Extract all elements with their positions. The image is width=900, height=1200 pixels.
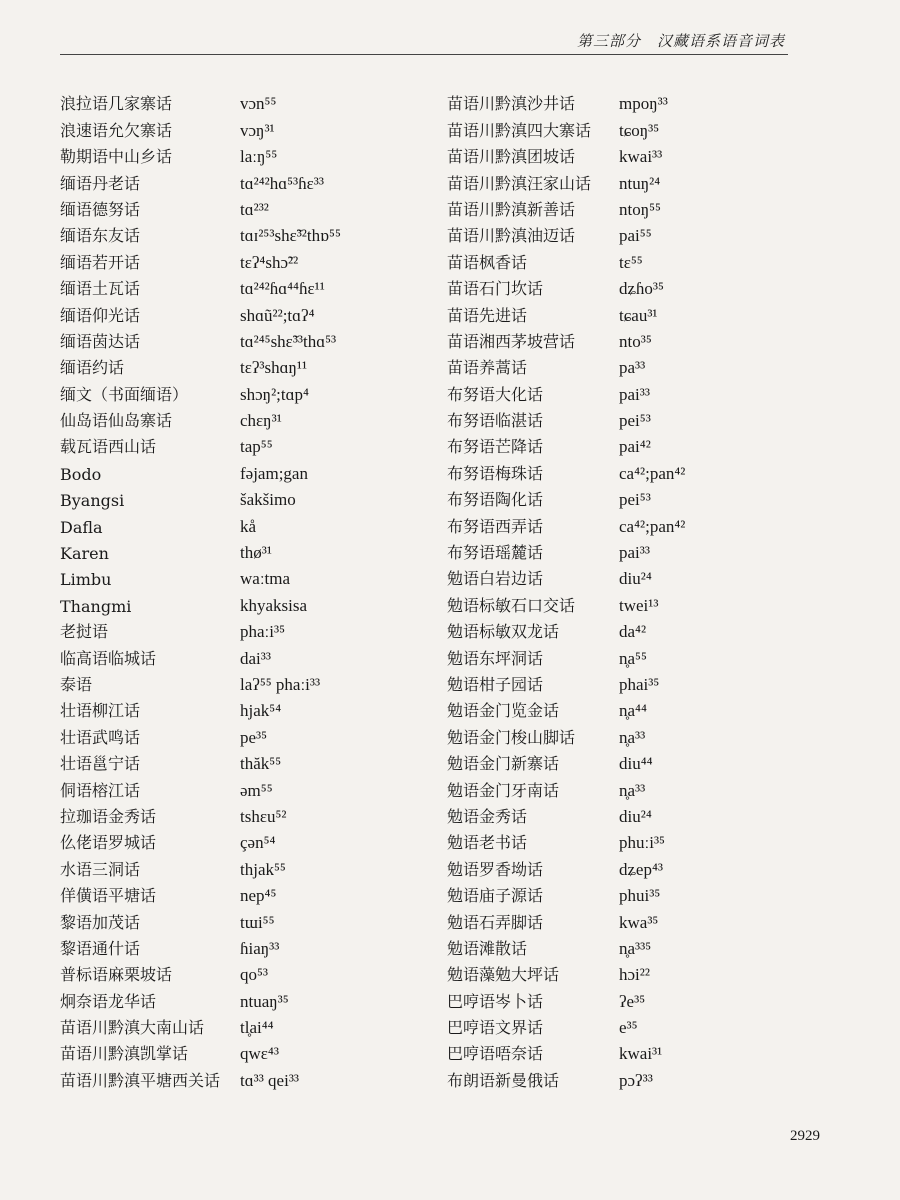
entry-row [60, 880, 341, 906]
dialect-name: 布努语西弄话 [447, 516, 544, 536]
phonetic-form: ntoŋ⁵⁵ [619, 199, 661, 219]
entry-row [447, 378, 685, 404]
dialect-name: 巴哼语文界话 [447, 1018, 544, 1038]
entry-row [447, 273, 685, 299]
running-header: 第三部分 汉藏语系语音词表 [576, 32, 785, 50]
phonetic-form: pai³³ [619, 543, 650, 563]
dialect-name: 勉语金秀话 [447, 806, 528, 826]
entry-row [447, 1064, 685, 1090]
entry-row [60, 114, 341, 140]
dialect-name: 勉语白岩边话 [447, 569, 544, 589]
entry-row [60, 299, 341, 325]
entry-row [447, 141, 685, 167]
dialect-name: 泰语 [60, 674, 93, 694]
dialect-name: 勉语罗香坳话 [447, 859, 544, 879]
entry-row [447, 563, 685, 589]
dialect-name: 苗语先进话 [447, 305, 528, 325]
phonetic-form: thăk⁵⁵ [240, 754, 282, 774]
dialect-name: 苗语枫香话 [447, 252, 528, 272]
entry-row [60, 642, 341, 668]
phonetic-form: tɛ⁵⁵ [619, 252, 643, 272]
entry-row [447, 748, 685, 774]
dialect-name: 浪速语允欠寨话 [60, 120, 173, 140]
entry-row [447, 246, 685, 272]
entry-row [60, 695, 341, 721]
dialect-name: 仫佬语罗城话 [60, 833, 157, 853]
phonetic-form: phai³⁵ [619, 674, 660, 694]
phonetic-form: laːŋ⁵⁵ [240, 147, 278, 167]
phonetic-form: qwɛ⁴³ [240, 1044, 279, 1064]
dialect-name: 巴哼语岑卜话 [447, 991, 544, 1011]
phonetic-form: phui³⁵ [619, 886, 661, 906]
dialect-name: 佯僙语平塘话 [60, 886, 157, 906]
dialect-name: 缅语茵达话 [60, 331, 141, 351]
dialect-name: 浪拉语几家寨话 [60, 94, 173, 114]
dialect-name: 临高语临城话 [60, 648, 157, 668]
phonetic-form: n̥a³³ [619, 727, 646, 747]
entry-row [447, 589, 685, 615]
dialect-name: 苗语川黔滇四大寨话 [447, 120, 592, 140]
phonetic-form: tɕoŋ³⁵ [619, 120, 660, 140]
dialect-name: 苗语川黔滇大南山话 [60, 1018, 205, 1038]
dialect-name: Karen [60, 544, 109, 564]
entry-row [447, 220, 685, 246]
entry-row [447, 959, 685, 985]
entry-row [60, 194, 341, 220]
phonetic-form: waːtma [240, 569, 291, 589]
phonetic-form: ɦiaŋ³³ [240, 938, 280, 958]
dialect-name: 勉语石弄脚话 [447, 912, 544, 932]
dialect-name: 苗语养蒿话 [447, 358, 528, 378]
phonetic-form: šakšimo [240, 490, 296, 510]
entry-row [60, 352, 341, 378]
phonetic-form: kwai³³ [619, 147, 663, 167]
entry-row [60, 88, 341, 114]
dialect-name: 布努语芒降话 [447, 437, 544, 457]
phonetic-form: kwai³¹ [619, 1044, 663, 1064]
entry-row [447, 774, 685, 800]
dialect-name: 普标语麻栗坡话 [60, 965, 173, 985]
entry-row [447, 880, 685, 906]
dialect-name: 苗语川黔滇沙井话 [447, 94, 576, 114]
page-number: 2929 [790, 1128, 820, 1144]
entry-row [447, 114, 685, 140]
phonetic-form: fəjam;gan [240, 463, 308, 483]
entry-row [60, 589, 341, 615]
dialect-name: 苗语川黔滇新善话 [447, 199, 576, 219]
entry-row [60, 1012, 341, 1038]
dialect-name: 缅语若开话 [60, 252, 141, 272]
entry-row [60, 721, 341, 747]
entry-row [447, 906, 685, 932]
entry-row [60, 906, 341, 932]
dialect-name: 仙岛语仙岛寨话 [60, 411, 173, 431]
dialect-name: 勉语老书话 [447, 833, 528, 853]
entry-row [60, 167, 341, 193]
dialect-name: 缅文（书面缅语） [60, 384, 189, 404]
entry-row [447, 537, 685, 563]
dialect-name: 侗语榕江话 [60, 780, 141, 800]
phonetic-form: ʔe³⁵ [619, 991, 646, 1011]
entry-row [447, 510, 685, 536]
phonetic-form: pai³³ [619, 384, 650, 404]
entry-row [447, 405, 685, 431]
dialect-name: 布努语梅珠话 [447, 463, 544, 483]
dialect-name: Thangmi [60, 596, 132, 616]
entry-row [60, 326, 341, 352]
header-rule [60, 54, 788, 55]
dialect-name: 缅语约话 [60, 358, 125, 378]
entry-row [60, 1038, 341, 1064]
entry-row [447, 457, 685, 483]
dialect-name: 壮语邕宁话 [60, 754, 141, 774]
dialect-name: 勉语标敏石口交话 [447, 595, 576, 615]
entry-row [447, 616, 685, 642]
dialect-name: 炯奈语龙华话 [60, 991, 157, 1011]
entry-row [60, 141, 341, 167]
phonetic-form: kå [240, 516, 257, 536]
dialect-name: 勉语金门新寨话 [447, 754, 560, 774]
dialect-name: 缅语土瓦话 [60, 279, 141, 299]
entry-row [60, 537, 341, 563]
entry-row [447, 352, 685, 378]
entry-row [447, 431, 685, 457]
phonetic-form: tɛʔ⁴shɔ̃²² [240, 252, 299, 272]
entry-row [60, 457, 341, 483]
phonetic-form: tɑɪ²⁵³shɛ̃³²thɒ⁵⁵ [240, 226, 341, 246]
entry-row [60, 616, 341, 642]
phonetic-form: khyaksisa [240, 595, 308, 615]
phonetic-form: dʑep⁴³ [619, 859, 663, 879]
phonetic-form: nep⁴⁵ [240, 886, 277, 906]
entry-row [447, 326, 685, 352]
phonetic-form: diu²⁴ [619, 569, 652, 589]
entry-row [447, 1038, 685, 1064]
phonetic-form: ca⁴²;pan⁴² [619, 463, 686, 483]
dialect-name: 黎语通什话 [60, 938, 141, 958]
dialect-name: 布努语大化话 [447, 384, 544, 404]
entry-row [447, 801, 685, 827]
dialect-name: 壮语柳江话 [60, 701, 141, 721]
entry-row [447, 669, 685, 695]
phonetic-form: pai⁵⁵ [619, 226, 652, 246]
entry-row [447, 88, 685, 114]
dialect-name: 勉语庙子源话 [447, 886, 544, 906]
entry-row [60, 563, 341, 589]
dialect-name: 布努语陶化话 [447, 490, 544, 510]
dialect-name: 布努语临湛话 [447, 411, 544, 431]
phonetic-form: hjak⁵⁴ [240, 701, 282, 721]
phonetic-form: n̥a⁴⁴ [619, 701, 647, 721]
entry-row [60, 1064, 341, 1090]
dialect-name: Limbu [60, 570, 112, 590]
phonetic-form: n̥a³³⁵ [619, 938, 652, 958]
dialect-name: Dafla [60, 517, 103, 537]
phonetic-form: diu⁴⁴ [619, 754, 653, 774]
entry-row [447, 299, 685, 325]
dialect-name: 布努语瑶麓话 [447, 543, 544, 563]
phonetic-form: çən⁵⁴ [240, 833, 276, 853]
phonetic-form: əm⁵⁵ [240, 780, 273, 800]
phonetic-form: thø³¹ [240, 543, 272, 563]
dialect-name: 勉语标敏双龙话 [447, 622, 560, 642]
entry-row [447, 933, 685, 959]
phonetic-form: dai³³ [240, 648, 271, 668]
dialect-name: 巴哼语唔奈话 [447, 1044, 544, 1064]
left-column [60, 88, 341, 1091]
entry-row [447, 642, 685, 668]
dialect-name: 缅语东友话 [60, 226, 141, 246]
entry-row [60, 669, 341, 695]
dialect-name: 布朗语新曼俄话 [447, 1070, 560, 1090]
phonetic-form: shɔŋ²;tɑp⁴ [240, 384, 309, 404]
phonetic-form: tɑ²⁴²hɑ⁵³ɦɛ³³ [240, 173, 324, 193]
phonetic-form: chɛŋ³¹ [240, 411, 282, 431]
dialect-name: 水语三洞话 [60, 859, 141, 879]
entry-row [60, 853, 341, 879]
phonetic-form: diu²⁴ [619, 806, 652, 826]
phonetic-form: thjak⁵⁵ [240, 859, 286, 879]
phonetic-form: phaːi³⁵ [240, 622, 286, 642]
entry-row [60, 246, 341, 272]
dialect-name: 苗语川黔滇凯掌话 [60, 1044, 189, 1064]
phonetic-form: da⁴² [619, 622, 647, 642]
phonetic-form: pa³³ [619, 358, 646, 378]
dialect-name: Byangsi [60, 491, 125, 511]
dialect-name: 勉语金门牙南话 [447, 780, 560, 800]
dialect-name: 苗语石门坎话 [447, 279, 544, 299]
entry-row [447, 853, 685, 879]
dialect-name: 勒期语中山乡话 [60, 147, 173, 167]
phonetic-form: tɯi⁵⁵ [240, 912, 275, 932]
phonetic-form: tap⁵⁵ [240, 437, 273, 457]
phonetic-form: ntuaŋ³⁵ [240, 991, 289, 1011]
dialect-name: 苗语湘西茅坡营话 [447, 331, 576, 351]
phonetic-form: pe³⁵ [240, 727, 268, 747]
entry-row [60, 748, 341, 774]
dialect-name: 勉语金门梭山脚话 [447, 727, 576, 747]
entry-row [447, 721, 685, 747]
entry-row [60, 827, 341, 853]
dialect-name: 苗语川黔滇油迈话 [447, 226, 576, 246]
phonetic-form: tshɛu⁵² [240, 806, 287, 826]
dialect-name: 勉语藻勉大坪话 [447, 965, 560, 985]
dialect-name: 拉珈语金秀话 [60, 806, 157, 826]
dialect-name: 黎语加茂话 [60, 912, 141, 932]
dialect-name: 勉语柑子园话 [447, 674, 544, 694]
right-column [447, 88, 685, 1091]
phonetic-form: pei⁵³ [619, 411, 651, 431]
phonetic-form: tl̥ai⁴⁴ [240, 1018, 274, 1038]
dialect-name: 苗语川黔滇团坡话 [447, 147, 576, 167]
entry-row [447, 194, 685, 220]
phonetic-form: tɑ²³² [240, 199, 269, 219]
dialect-name: 苗语川黔滇汪家山话 [447, 173, 592, 193]
phonetic-form: tɕau³¹ [619, 305, 658, 325]
dialect-name: 缅语仰光话 [60, 305, 141, 325]
phonetic-form: n̥a⁵⁵ [619, 648, 647, 668]
entry-row [60, 431, 341, 457]
entry-row [60, 378, 341, 404]
phonetic-form: pai⁴² [619, 437, 651, 457]
entry-row [447, 695, 685, 721]
phonetic-form: vɔŋ³¹ [240, 120, 275, 140]
entry-row [60, 484, 341, 510]
entry-row [60, 933, 341, 959]
phonetic-form: ntuŋ²⁴ [619, 173, 661, 193]
phonetic-form: tɑ³³ qei³³ [240, 1070, 300, 1090]
entry-row [447, 1012, 685, 1038]
phonetic-form: shɑũ²²;tɑʔ⁴ [240, 305, 315, 325]
phonetic-form: vɔn⁵⁵ [240, 94, 277, 114]
dialect-name: 缅语丹老话 [60, 173, 141, 193]
phonetic-form: pei⁵³ [619, 490, 651, 510]
phonetic-form: e³⁵ [619, 1018, 638, 1038]
dialect-name: 载瓦语西山话 [60, 437, 157, 457]
entry-row [447, 484, 685, 510]
entry-row [447, 985, 685, 1011]
phonetic-form: nto³⁵ [619, 331, 652, 351]
dialect-name: 缅语德努话 [60, 199, 141, 219]
phonetic-form: laʔ⁵⁵ phaːi³³ [240, 674, 321, 694]
phonetic-form: pɔʔ³³ [619, 1070, 653, 1090]
entry-row [60, 959, 341, 985]
entry-row [60, 273, 341, 299]
entry-row [60, 405, 341, 431]
dialect-name: 壮语武鸣话 [60, 727, 141, 747]
phonetic-form: twei¹³ [619, 595, 659, 615]
dialect-name: Bodo [60, 464, 102, 484]
dialect-name: 勉语金门览金话 [447, 701, 560, 721]
dialect-name: 苗语川黔滇平塘西关话 [60, 1070, 221, 1090]
phonetic-form: n̥a³³ [619, 780, 646, 800]
entry-row [60, 985, 341, 1011]
phonetic-form: mpoŋ³³ [619, 94, 668, 114]
phonetic-form: phuːi³⁵ [619, 833, 665, 853]
phonetic-form: hɔi²² [619, 965, 650, 985]
dialect-name: 老挝语 [60, 622, 109, 642]
phonetic-form: dʑɦo³⁵ [619, 279, 664, 299]
phonetic-form: tɑ²⁴⁵shɛ̃³³thɑ⁵³ [240, 331, 337, 351]
dialect-name: 勉语滩散话 [447, 938, 528, 958]
entry-row [60, 774, 341, 800]
phonetic-form: qo⁵³ [240, 965, 269, 985]
phonetic-form: tɛʔ³shɑŋ¹¹ [240, 358, 308, 378]
phonetic-form: tɑ²⁴²ɦɑ⁴⁴ɦɛ¹¹ [240, 279, 325, 299]
phonetic-form: ca⁴²;pan⁴² [619, 516, 686, 536]
entry-row [60, 220, 341, 246]
entry-row [447, 167, 685, 193]
dialect-name: 勉语东坪洞话 [447, 648, 544, 668]
entry-row [447, 827, 685, 853]
phonetic-form: kwa³⁵ [619, 912, 659, 932]
entry-row [60, 801, 341, 827]
entry-row [60, 510, 341, 536]
